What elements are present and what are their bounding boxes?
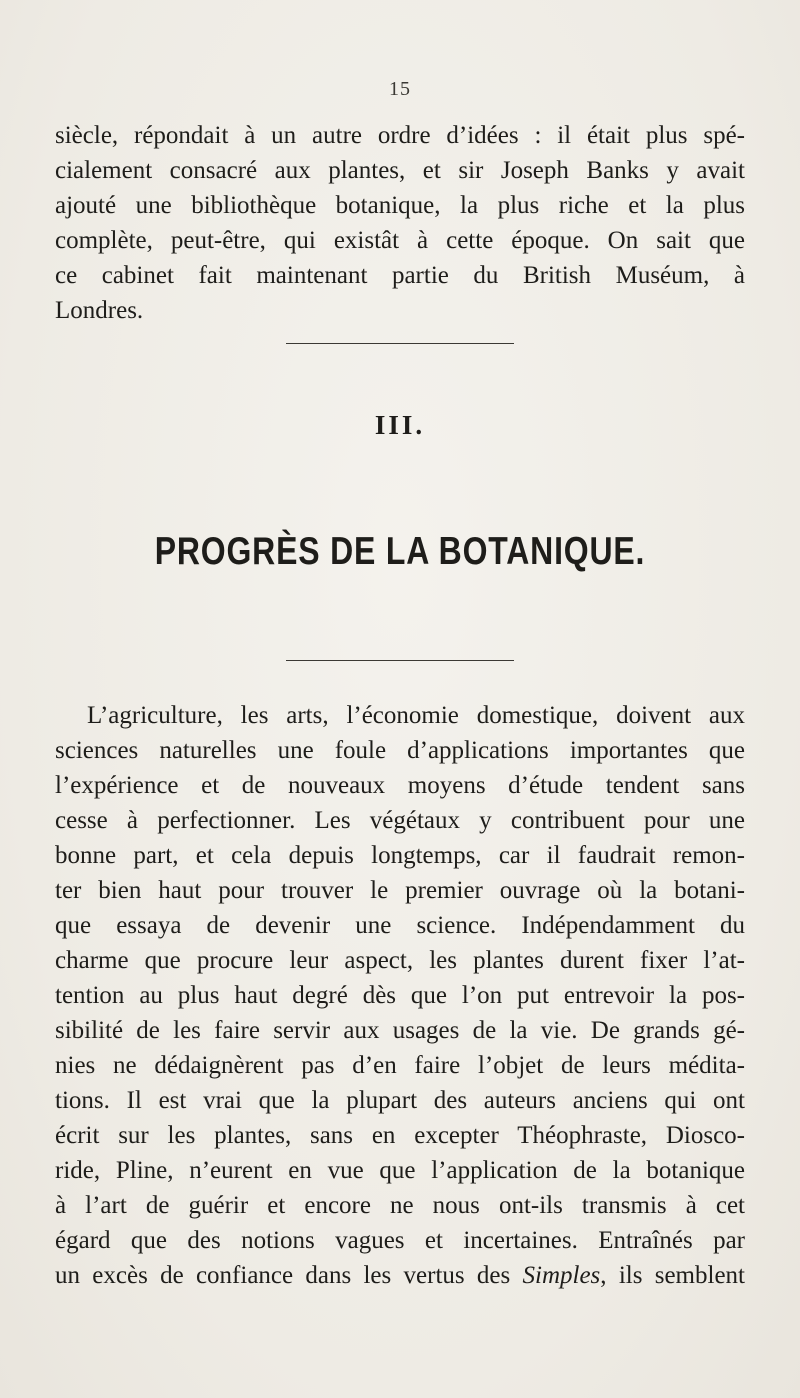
page-number: 15: [389, 78, 411, 100]
text-line: tions. Il est vrai que la plupart des auteurs anciens qui ont: [55, 1087, 745, 1114]
text-line: [55, 1258, 745, 1293]
text-line: tention au plus haut degré dès que l’on put entrevoir la pos-: [55, 982, 745, 1009]
text-line: siècle, répondait à un autre ordre d’idées : il était plus spé-: [55, 122, 745, 149]
text-line: charme que procure leur aspect, les plantes durent fixer l’at-: [55, 947, 745, 974]
text-line: égard que des notions vagues et incertaines. Entraînés par: [55, 1227, 745, 1254]
text-line: ce cabinet fait maintenant partie du British Muséum, à: [55, 262, 745, 289]
text-line: que essaya de devenir une science. Indépendamment du: [55, 912, 745, 939]
text-line: à l’art de guérir et encore ne nous ont-ils transmis à cet: [55, 1192, 745, 1219]
section-number: III.: [374, 410, 426, 440]
text-line: L’agriculture, les arts, l’économie domestique, doivent aux: [87, 702, 745, 729]
text-line: écrit sur les plantes, sans en excepter Théophraste, Diosco-: [55, 1122, 745, 1149]
text-line: l’expérience et de nouveaux moyens d’étude tendent sans: [55, 772, 745, 799]
text-line: complète, peut-être, qui existât à cette époque. On sait que: [55, 227, 745, 254]
divider-rule: [286, 343, 514, 344]
divider-rule: [286, 660, 514, 661]
text-line: ride, Pline, n’eurent en vue que l’application de la botanique: [55, 1157, 745, 1184]
text-line: cesse à perfectionner. Les végétaux y contribuent pour une: [55, 807, 745, 834]
italic-term: Simples: [522, 1262, 601, 1289]
text-line: nies ne dédaignèrent pas d’en faire l’objet de leurs médita-: [55, 1052, 745, 1079]
text-line: bonne part, et cela depuis longtemps, car il faudrait remon-: [55, 842, 745, 869]
paragraph-continued: [55, 118, 745, 328]
text-line: ter bien haut pour trouver le premier ouvrage où la botani-: [55, 877, 745, 904]
text-fragment: , ils semblent: [600, 1262, 745, 1289]
text-line: cialement consacré aux plantes, et sir Joseph Banks y avait: [55, 157, 745, 184]
paragraph-body: [55, 698, 745, 1293]
text-fragment: un excès de confiance dans les vertus des: [55, 1262, 523, 1289]
text-line: sibilité de les faire servir aux usages de la vie. De grands gé-: [55, 1017, 745, 1044]
section-title: PROGRÈS DE LA BOTANIQUE.: [154, 530, 646, 573]
text-line: sciences naturelles une foule d’applications importantes que: [55, 737, 745, 764]
text-line: ajouté une bibliothèque botanique, la plus riche et la plus: [55, 192, 745, 219]
text-line: Londres.: [55, 297, 144, 324]
